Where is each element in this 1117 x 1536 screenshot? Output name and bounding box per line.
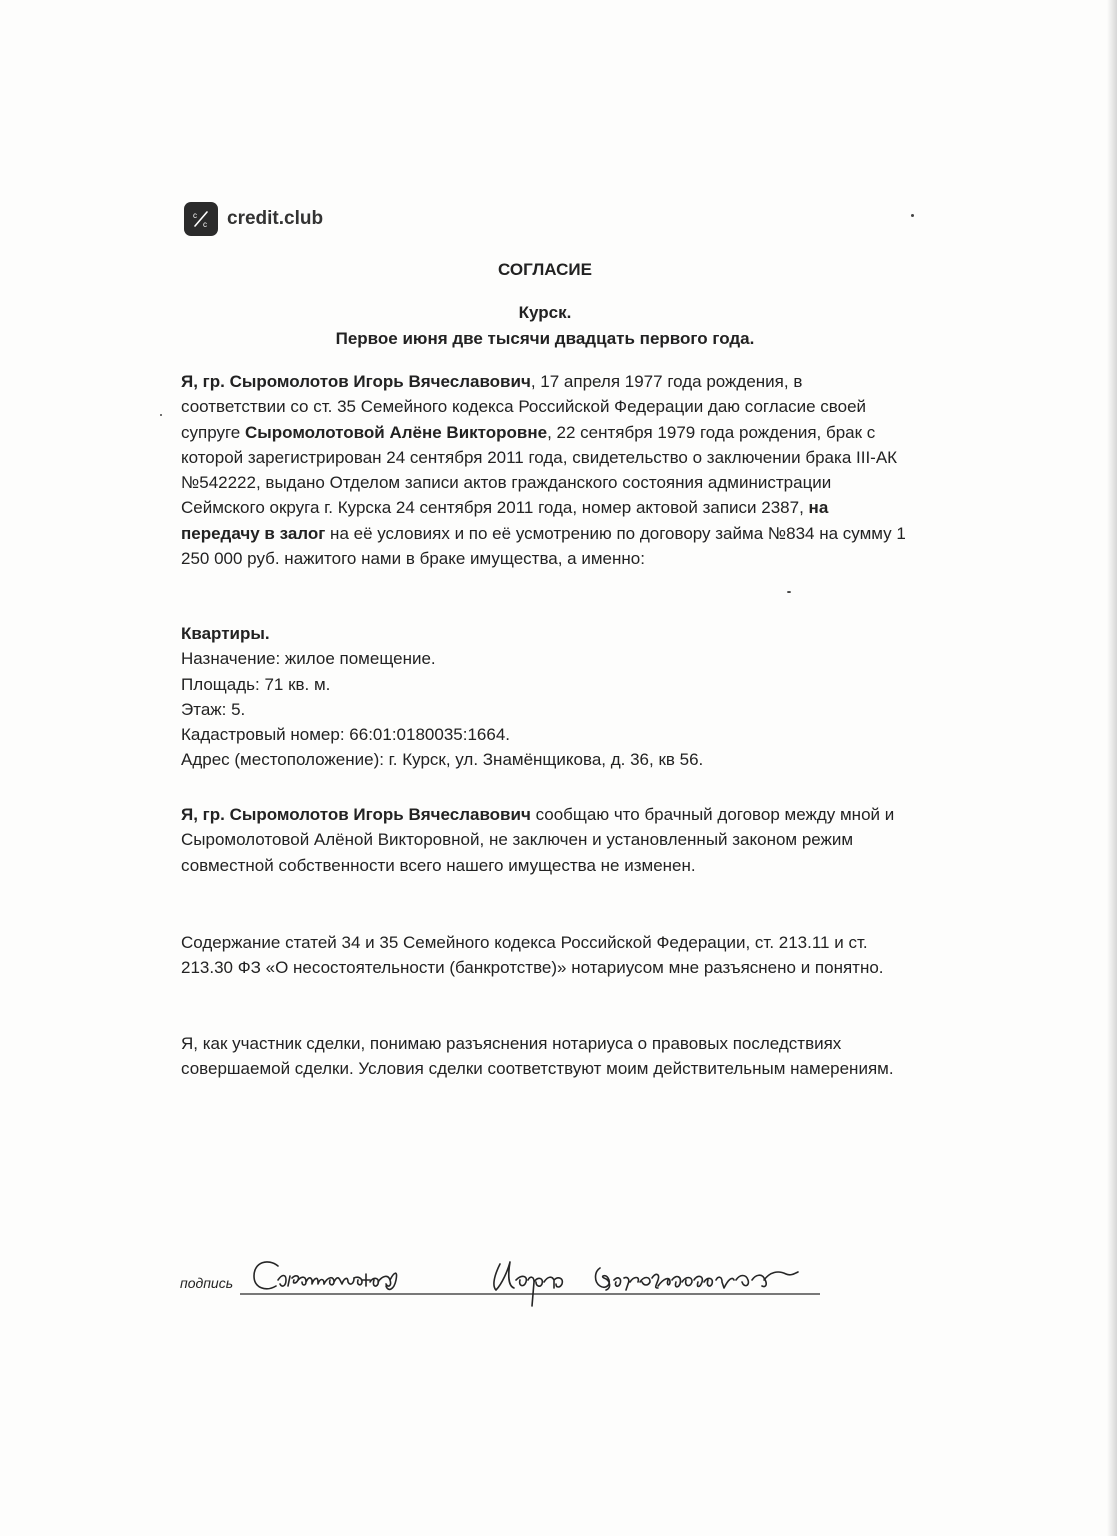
spouse-name: Сыромолотовой Алёне Викторовне: [244, 422, 548, 442]
statement-name: Сыромолотов Игорь Вячеславович: [229, 805, 531, 824]
pledge-phrase: на передачу в залог: [181, 498, 829, 543]
statement-text: сообщаю что брачный договор между мной и Сыромолотовой Алёной Викторовной, не заключен и установленный законом режим совместной собственности всего нашего имущества не изменен.: [181, 805, 895, 875]
property-area: Площадь: 71 кв. м.: [181, 674, 331, 694]
consent-paragraph: [181, 369, 911, 571]
scan-edge-shadow: [1107, 0, 1117, 1536]
property-cadastral: Кадастровый номер: 66:01:0180035:1664.: [181, 725, 510, 745]
scan-speck: [911, 214, 914, 217]
svg-text:c: c: [193, 211, 197, 220]
svg-text:c: c: [203, 220, 207, 229]
law-text: Содержание статей 34 и 35 Семейного кодекса Российской Федерации, ст. 213.11 и ст. 213.30 ФЗ «О несостоятельности (банкротстве)» нотариусом мне разъяснено и понятно.: [181, 933, 884, 978]
percent-glyph: [190, 208, 212, 230]
consent-text-3: на её условиях и по её усмотрению по договору займа №834 на сумму 1 250 000 руб. нажитого нами в браке имущества, а именно:: [181, 523, 906, 569]
consent-text-2: , 22 сентября 1979 года рождения, брак с которой зарегистрирован 24 сентября 2011 года, свидетельство о заключении брака III-АК №542222, выдано Отделом записи актов гражданского состояния администрации Сеймского округа г. Курска 24 сентября 2011 года, номер актовой записи 2387,: [181, 422, 898, 518]
property-section: [181, 621, 911, 773]
property-heading: Квартиры.: [181, 624, 270, 643]
property-floor: Этаж: 5.: [181, 699, 246, 719]
law-paragraph: [181, 930, 911, 981]
percent-icon: [184, 202, 218, 236]
understanding-paragraph: [181, 1031, 911, 1082]
document-city: Курск.: [518, 303, 572, 322]
marriage-contract-paragraph: [181, 802, 911, 878]
consent-intro: Я, гр.: [181, 372, 230, 391]
document-title: СОГЛАСИЕ: [498, 260, 592, 279]
statement-intro: Я, гр.: [181, 805, 230, 824]
grantor-name: Сыромолотов Игорь Вячеславович: [229, 372, 531, 391]
handwritten-signature: [238, 1250, 828, 1320]
logo-name: credit.club: [227, 208, 324, 229]
signature-label: подпись: [180, 1275, 234, 1291]
consent-text-1: , 17 апреля 1977 года рождения, в соответствии со ст. 35 Семейного кодекса Российской Федерации даю согласие своей супруге: [181, 372, 867, 442]
understanding-text: Я, как участник сделки, понимаю разъяснения нотариуса о правовых последствиях совершаемой сделки. Условия сделки соответствуют моим действительным намерениям.: [181, 1034, 894, 1079]
scan-speck: [787, 591, 791, 593]
property-purpose: Назначение: жилое помещение.: [181, 649, 436, 669]
property-address: Адрес (местоположение): г. Курск, ул. Знамёнщикова, д. 36, кв 56.: [181, 750, 704, 770]
scan-speck: [160, 414, 162, 416]
credit-club-logo: [184, 202, 323, 236]
document-date: Первое июня две тысячи двадцать первого года.: [335, 329, 755, 348]
